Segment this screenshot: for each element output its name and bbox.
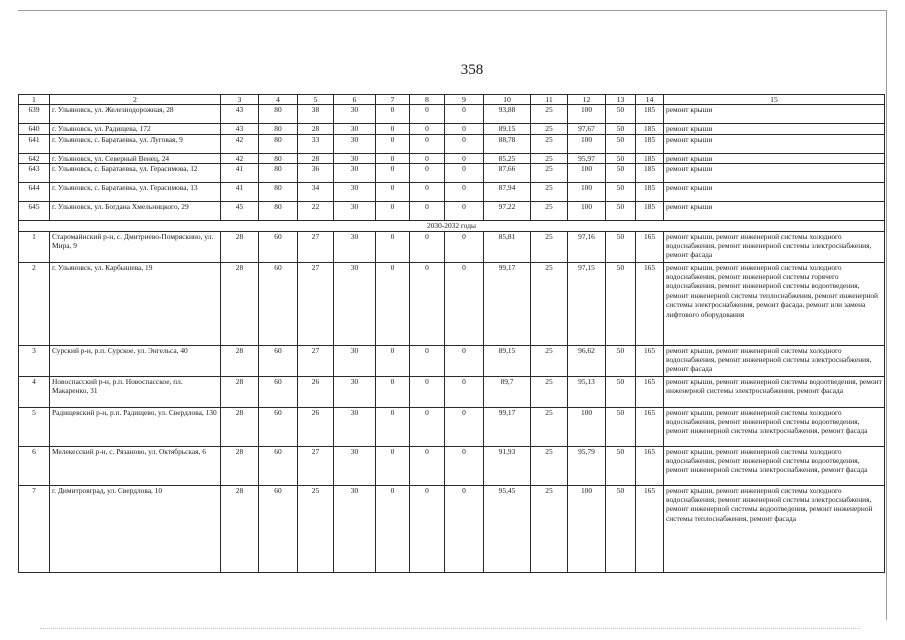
- cell-col-7: 0: [376, 124, 410, 134]
- cell-col-10: 87,66: [484, 164, 531, 183]
- cell-col-9: 0: [445, 485, 484, 572]
- cell-col-5: 28: [298, 153, 334, 163]
- cell-col-6: 30: [334, 376, 376, 407]
- cell-row-number: 1: [19, 231, 50, 262]
- cell-row-number: 639: [19, 105, 50, 124]
- cell-col-14: 185: [636, 105, 664, 124]
- cell-col-3: 41: [221, 183, 259, 202]
- cell-col-9: 0: [445, 262, 484, 345]
- table-row: [19, 376, 885, 407]
- cell-col-9: 0: [445, 345, 484, 376]
- cell-row-number: 644: [19, 183, 50, 202]
- table-row: [19, 183, 885, 202]
- cell-col-6: 30: [334, 164, 376, 183]
- cell-col-7: 0: [376, 105, 410, 124]
- column-header-12: 12: [568, 95, 606, 105]
- cell-col-9: 0: [445, 183, 484, 202]
- scan-edge-noise: [40, 628, 860, 631]
- cell-col-9: 0: [445, 231, 484, 262]
- cell-col-12: 100: [568, 202, 606, 221]
- cell-col-11: 25: [531, 262, 568, 345]
- cell-col-4: 80: [259, 164, 298, 183]
- cell-col-4: 60: [259, 407, 298, 446]
- cell-col-6: 30: [334, 345, 376, 376]
- table-row: [19, 105, 885, 124]
- cell-col-7: 0: [376, 345, 410, 376]
- cell-col-12: 100: [568, 485, 606, 572]
- cell-col-5: 34: [298, 183, 334, 202]
- cell-works-list: ремонт крыши: [664, 164, 885, 183]
- cell-col-10: 91,93: [484, 446, 531, 485]
- cell-col-6: 30: [334, 231, 376, 262]
- cell-col-13: 50: [606, 183, 636, 202]
- cell-col-4: 60: [259, 485, 298, 572]
- column-header-11: 11: [531, 95, 568, 105]
- cell-col-12: 95,13: [568, 376, 606, 407]
- cell-col-8: 0: [410, 153, 445, 163]
- cell-col-9: 0: [445, 124, 484, 134]
- cell-address: г. Ульяновск, с. Баратаевка, ул. Герасимова, 13: [50, 183, 221, 202]
- cell-row-number: 2: [19, 262, 50, 345]
- cell-address: Сурский р-н, р.п. Сурское, ул. Энгельса, 40: [50, 345, 221, 376]
- cell-col-10: 99,17: [484, 262, 531, 345]
- cell-col-7: 0: [376, 262, 410, 345]
- cell-address: г. Ульяновск, ул. Карбышева, 19: [50, 262, 221, 345]
- table-row: [19, 262, 885, 345]
- cell-col-3: 45: [221, 202, 259, 221]
- column-header-2: 2: [50, 95, 221, 105]
- column-header-7: 7: [376, 95, 410, 105]
- cell-col-3: 28: [221, 262, 259, 345]
- cell-col-13: 50: [606, 376, 636, 407]
- cell-col-3: 28: [221, 231, 259, 262]
- repair-program-table: [18, 94, 885, 573]
- cell-col-11: 25: [531, 105, 568, 124]
- column-header-10: 10: [484, 95, 531, 105]
- cell-col-14: 185: [636, 164, 664, 183]
- cell-col-8: 0: [410, 345, 445, 376]
- cell-col-7: 0: [376, 231, 410, 262]
- cell-col-10: 93,88: [484, 105, 531, 124]
- column-header-15: 15: [664, 95, 885, 105]
- cell-row-number: 643: [19, 164, 50, 183]
- cell-col-8: 0: [410, 124, 445, 134]
- cell-col-14: 165: [636, 446, 664, 485]
- cell-col-11: 25: [531, 231, 568, 262]
- cell-col-5: 27: [298, 262, 334, 345]
- cell-col-8: 0: [410, 105, 445, 124]
- cell-col-4: 80: [259, 105, 298, 124]
- section-row: [19, 221, 885, 231]
- cell-col-14: 165: [636, 262, 664, 345]
- cell-col-12: 95,97: [568, 153, 606, 163]
- cell-col-11: 25: [531, 485, 568, 572]
- table-row: [19, 485, 885, 572]
- cell-col-10: 85,25: [484, 153, 531, 163]
- cell-col-13: 50: [606, 153, 636, 163]
- cell-col-7: 0: [376, 183, 410, 202]
- column-header-4: 4: [259, 95, 298, 105]
- cell-col-14: 185: [636, 124, 664, 134]
- cell-col-13: 50: [606, 345, 636, 376]
- cell-works-list: ремонт крыши, ремонт инженерной системы холодного водоснабжения, ремонт инженерной системы водоотведения, ремонт инженерной системы электроснабжения, ремонт фасада: [664, 407, 885, 446]
- cell-col-9: 0: [445, 407, 484, 446]
- cell-col-12: 100: [568, 183, 606, 202]
- table-row: [19, 407, 885, 446]
- cell-col-4: 60: [259, 446, 298, 485]
- cell-col-13: 50: [606, 124, 636, 134]
- cell-works-list: ремонт крыши, ремонт инженерной системы холодного водоснабжения, ремонт инженерной системы горячего водоснабжения, ремонт инженерной системы водоотведения, ремонт инженерной системы теплоснабжения, ремонт инженерной системы электроснабжения, ремонт фасада, ремонт или замена лифтового оборудования: [664, 262, 885, 345]
- cell-col-4: 60: [259, 231, 298, 262]
- cell-col-8: 0: [410, 134, 445, 153]
- cell-works-list: ремонт крыши: [664, 124, 885, 134]
- cell-col-3: 41: [221, 164, 259, 183]
- cell-row-number: 641: [19, 134, 50, 153]
- cell-col-9: 0: [445, 105, 484, 124]
- cell-col-3: 28: [221, 446, 259, 485]
- cell-col-5: 27: [298, 345, 334, 376]
- cell-row-number: 5: [19, 407, 50, 446]
- cell-col-10: 97,22: [484, 202, 531, 221]
- cell-col-5: 27: [298, 231, 334, 262]
- cell-col-12: 97,16: [568, 231, 606, 262]
- cell-col-8: 0: [410, 231, 445, 262]
- cell-col-14: 185: [636, 153, 664, 163]
- cell-col-3: 28: [221, 376, 259, 407]
- cell-col-9: 0: [445, 134, 484, 153]
- cell-col-4: 80: [259, 124, 298, 134]
- table-row: [19, 345, 885, 376]
- header-row: [19, 95, 885, 105]
- cell-works-list: ремонт крыши: [664, 202, 885, 221]
- cell-col-12: 97,15: [568, 262, 606, 345]
- cell-col-5: 22: [298, 202, 334, 221]
- cell-col-4: 80: [259, 134, 298, 153]
- cell-col-14: 185: [636, 134, 664, 153]
- cell-col-14: 185: [636, 202, 664, 221]
- cell-col-4: 60: [259, 345, 298, 376]
- cell-col-11: 25: [531, 202, 568, 221]
- cell-col-11: 25: [531, 407, 568, 446]
- cell-col-5: 33: [298, 134, 334, 153]
- cell-col-3: 42: [221, 153, 259, 163]
- cell-col-4: 60: [259, 262, 298, 345]
- cell-col-11: 25: [531, 345, 568, 376]
- scan-border-right: [886, 10, 887, 620]
- cell-col-9: 0: [445, 202, 484, 221]
- cell-col-4: 80: [259, 153, 298, 163]
- cell-col-8: 0: [410, 485, 445, 572]
- cell-col-5: 36: [298, 164, 334, 183]
- cell-col-6: 30: [334, 485, 376, 572]
- cell-works-list: ремонт крыши: [664, 105, 885, 124]
- cell-col-6: 30: [334, 202, 376, 221]
- table-row: [19, 124, 885, 134]
- cell-col-7: 0: [376, 202, 410, 221]
- cell-row-number: 6: [19, 446, 50, 485]
- cell-col-9: 0: [445, 164, 484, 183]
- cell-col-7: 0: [376, 134, 410, 153]
- cell-col-3: 28: [221, 407, 259, 446]
- cell-col-10: 89,15: [484, 345, 531, 376]
- cell-col-11: 25: [531, 124, 568, 134]
- cell-col-10: 89,7: [484, 376, 531, 407]
- cell-col-6: 30: [334, 262, 376, 345]
- cell-col-11: 25: [531, 376, 568, 407]
- cell-col-7: 0: [376, 407, 410, 446]
- cell-col-13: 50: [606, 446, 636, 485]
- cell-works-list: ремонт крыши, ремонт инженерной системы холодного водоснабжения, ремонт инженерной системы электроснабжения, ремонт фасада: [664, 231, 885, 262]
- cell-works-list: ремонт крыши, ремонт инженерной системы холодного водоснабжения, ремонт инженерной системы электроснабжения, ремонт инженерной системы водоотведения, ремонт инженерной системы теплоснабжения, ремонт фасада: [664, 485, 885, 572]
- cell-address: г. Ульяновск, ул. Радищева, 172: [50, 124, 221, 134]
- cell-col-5: 26: [298, 407, 334, 446]
- cell-col-11: 25: [531, 134, 568, 153]
- table-row: [19, 153, 885, 163]
- cell-col-8: 0: [410, 202, 445, 221]
- cell-col-13: 50: [606, 407, 636, 446]
- cell-col-11: 25: [531, 183, 568, 202]
- cell-row-number: 7: [19, 485, 50, 572]
- cell-col-6: 30: [334, 446, 376, 485]
- cell-col-14: 185: [636, 183, 664, 202]
- cell-col-12: 100: [568, 407, 606, 446]
- cell-col-10: 89,15: [484, 124, 531, 134]
- cell-address: г. Ульяновск, ул. Богдана Хмельницкого, 29: [50, 202, 221, 221]
- cell-address: г. Ульяновск, ул. Железнодорожная, 28: [50, 105, 221, 124]
- cell-address: г. Ульяновск, с. Баратаевка, ул. Герасимова, 12: [50, 164, 221, 183]
- column-header-1: 1: [19, 95, 50, 105]
- cell-col-3: 28: [221, 485, 259, 572]
- cell-col-14: 165: [636, 231, 664, 262]
- cell-col-12: 97,67: [568, 124, 606, 134]
- cell-col-5: 26: [298, 376, 334, 407]
- cell-col-6: 30: [334, 124, 376, 134]
- table-row: [19, 446, 885, 485]
- cell-col-7: 0: [376, 164, 410, 183]
- cell-row-number: 640: [19, 124, 50, 134]
- cell-works-list: ремонт крыши: [664, 183, 885, 202]
- cell-col-11: 25: [531, 446, 568, 485]
- cell-col-7: 0: [376, 485, 410, 572]
- cell-col-8: 0: [410, 376, 445, 407]
- cell-col-8: 0: [410, 446, 445, 485]
- cell-col-3: 43: [221, 105, 259, 124]
- column-header-8: 8: [410, 95, 445, 105]
- cell-works-list: ремонт крыши, ремонт инженерной системы холодного водоснабжения, ремонт инженерной системы электроснабжения, ремонт фасада: [664, 345, 885, 376]
- cell-col-10: 85,81: [484, 231, 531, 262]
- cell-col-13: 50: [606, 164, 636, 183]
- cell-col-14: 165: [636, 345, 664, 376]
- cell-col-6: 30: [334, 134, 376, 153]
- section-title: 2030-2032 годы: [19, 221, 885, 231]
- cell-row-number: 4: [19, 376, 50, 407]
- cell-col-13: 50: [606, 262, 636, 345]
- cell-col-5: 28: [298, 124, 334, 134]
- cell-col-6: 30: [334, 153, 376, 163]
- cell-col-5: 27: [298, 446, 334, 485]
- cell-col-3: 42: [221, 134, 259, 153]
- cell-col-10: 87,94: [484, 183, 531, 202]
- cell-address: Радищевский р-н, р.п. Радищево, ул. Свердлова, 130: [50, 407, 221, 446]
- cell-col-7: 0: [376, 153, 410, 163]
- scan-border-top: [18, 10, 886, 11]
- cell-col-12: 100: [568, 134, 606, 153]
- cell-works-list: ремонт крыши: [664, 153, 885, 163]
- table-row: [19, 202, 885, 221]
- cell-col-4: 60: [259, 376, 298, 407]
- cell-col-8: 0: [410, 183, 445, 202]
- column-header-13: 13: [606, 95, 636, 105]
- cell-col-7: 0: [376, 446, 410, 485]
- cell-col-6: 30: [334, 407, 376, 446]
- cell-col-14: 165: [636, 376, 664, 407]
- cell-works-list: ремонт крыши, ремонт инженерной системы холодного водоснабжения, ремонт инженерной системы водоотведения, ремонт инженерной системы электроснабжения, ремонт фасада: [664, 446, 885, 485]
- cell-col-8: 0: [410, 262, 445, 345]
- cell-col-13: 50: [606, 485, 636, 572]
- cell-address: Мелекесский р-н, с. Рязаново, ул. Октябрьская, 6: [50, 446, 221, 485]
- cell-col-9: 0: [445, 446, 484, 485]
- cell-row-number: 3: [19, 345, 50, 376]
- cell-col-10: 88,78: [484, 134, 531, 153]
- cell-col-3: 28: [221, 345, 259, 376]
- column-header-9: 9: [445, 95, 484, 105]
- cell-col-12: 95,79: [568, 446, 606, 485]
- table-row: [19, 164, 885, 183]
- cell-row-number: 645: [19, 202, 50, 221]
- table-row: [19, 134, 885, 153]
- cell-col-11: 25: [531, 164, 568, 183]
- cell-col-12: 100: [568, 105, 606, 124]
- cell-col-10: 99,17: [484, 407, 531, 446]
- cell-row-number: 642: [19, 153, 50, 163]
- cell-col-9: 0: [445, 153, 484, 163]
- table-row: [19, 231, 885, 262]
- cell-address: Новоспасский р-н, р.п. Новоспасское, пл. Макаренко, 31: [50, 376, 221, 407]
- column-header-5: 5: [298, 95, 334, 105]
- cell-address: г. Ульяновск, ул. Северный Венец, 24: [50, 153, 221, 163]
- cell-address: г. Ульяновск, с. Баратаевка, ул. Луговая, 9: [50, 134, 221, 153]
- cell-address: г. Димитровград, ул. Свердлова, 10: [50, 485, 221, 572]
- cell-col-12: 100: [568, 164, 606, 183]
- column-header-14: 14: [636, 95, 664, 105]
- cell-col-6: 30: [334, 105, 376, 124]
- column-header-3: 3: [221, 95, 259, 105]
- cell-col-14: 165: [636, 485, 664, 572]
- cell-col-11: 25: [531, 153, 568, 163]
- cell-col-7: 0: [376, 376, 410, 407]
- cell-works-list: ремонт крыши, ремонт инженерной системы водоотведения, ремонт инженерной системы электроснабжения, ремонт фасада: [664, 376, 885, 407]
- cell-col-4: 80: [259, 183, 298, 202]
- cell-col-5: 25: [298, 485, 334, 572]
- cell-col-8: 0: [410, 407, 445, 446]
- cell-col-13: 50: [606, 134, 636, 153]
- cell-address: Старомайнский р-н, с. Дмитриево-Помряскино, ул. Мира, 9: [50, 231, 221, 262]
- cell-col-12: 96,62: [568, 345, 606, 376]
- cell-col-10: 95,45: [484, 485, 531, 572]
- cell-col-14: 165: [636, 407, 664, 446]
- cell-col-8: 0: [410, 164, 445, 183]
- cell-col-6: 30: [334, 183, 376, 202]
- cell-col-13: 50: [606, 105, 636, 124]
- column-header-6: 6: [334, 95, 376, 105]
- cell-col-4: 80: [259, 202, 298, 221]
- cell-col-5: 38: [298, 105, 334, 124]
- cell-works-list: ремонт крыши: [664, 134, 885, 153]
- cell-col-13: 50: [606, 202, 636, 221]
- cell-col-3: 43: [221, 124, 259, 134]
- cell-col-9: 0: [445, 376, 484, 407]
- page-number: 358: [460, 62, 484, 78]
- cell-col-13: 50: [606, 231, 636, 262]
